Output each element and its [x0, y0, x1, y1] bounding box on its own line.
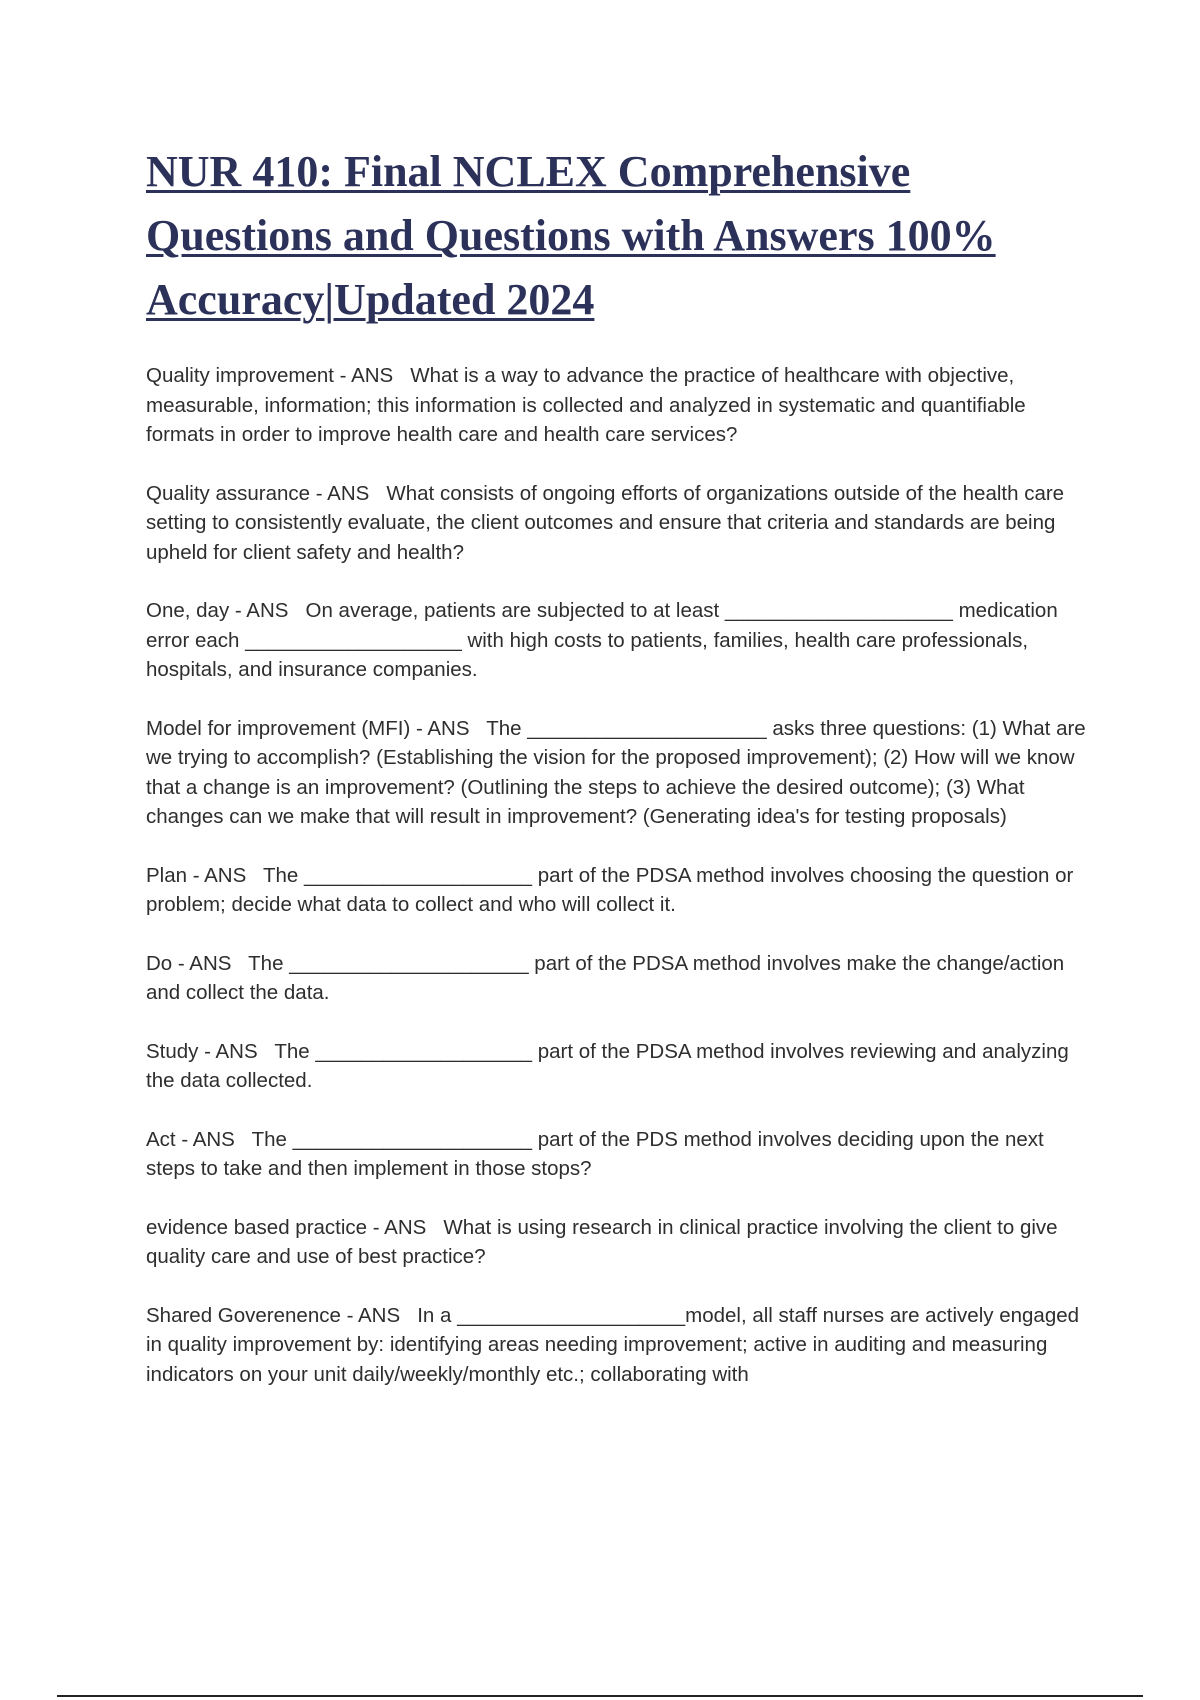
qa-item-act: Act - ANS The _____________________ part of the PDS method involves deciding upon the next steps to take and then implement in those stops? [146, 1127, 1050, 1180]
qa-item-medication-error: One, day - ANS On average, patients are subjected to at least ____________________ medication error each ___________________ with high costs to patients, families, health care professionals, hospitals, and insurance companies. [146, 599, 1064, 681]
document-title: NUR 410: Final NCLEX Comprehensive Questions and Questions with Answers 100% Accuracy|Updated 2024 [146, 147, 996, 324]
qa-item-evidence-based-practice: evidence based practice - ANS What is using research in clinical practice involving the client to give quality care and use of best practice? [146, 1215, 1064, 1268]
qa-item-quality-assurance: Quality assurance - ANS What consists of ongoing efforts of organizations outside of the health care setting to consistently evaluate, the client outcomes and ensure that criteria and standards are being upheld for client safety and health? [146, 481, 1070, 564]
qa-item-do: Do - ANS The _____________________ part of the PDSA method involves make the change/action and collect the data. [146, 951, 1070, 1004]
qa-item-quality-improvement: Quality improvement - ANS What is a way to advance the practice of healthcare with objective, measurable, information; this information is collected and analyzed in systematic and quantifiable formats in order to improve health care and health care services? [146, 364, 1032, 446]
qa-item-model-for-improvement: Model for improvement (MFI) - ANS The _____________________ asks three questions: (1) What are we trying to accomplish? (Establishing the vision for the proposed improvement); (2) How will we know that a change is an improvement? (Outlining the steps to achieve the desired outcome); (3) What changes can we make that will result in improvement? (Generating idea's for testing proposals) [146, 716, 1092, 828]
qa-item-shared-governance: Shared Goverenence - ANS In a ____________________model, all staff nurses are actively engaged in quality improvement by: identifying areas needing improvement; active in auditing and measuring indicators on your unit daily/weekly/monthly etc.; collaborating with [146, 1303, 1085, 1386]
qa-item-plan: Plan - ANS The ____________________ part of the PDSA method involves choosing the question or problem; decide what data to collect and who will collect it. [146, 863, 1080, 916]
qa-list [146, 361, 1096, 1418]
qa-item-study: Study - ANS The ___________________ part of the PDSA method involves reviewing and analyzing the data collected. [146, 1039, 1075, 1092]
page-bottom-rule [57, 1695, 1143, 1697]
